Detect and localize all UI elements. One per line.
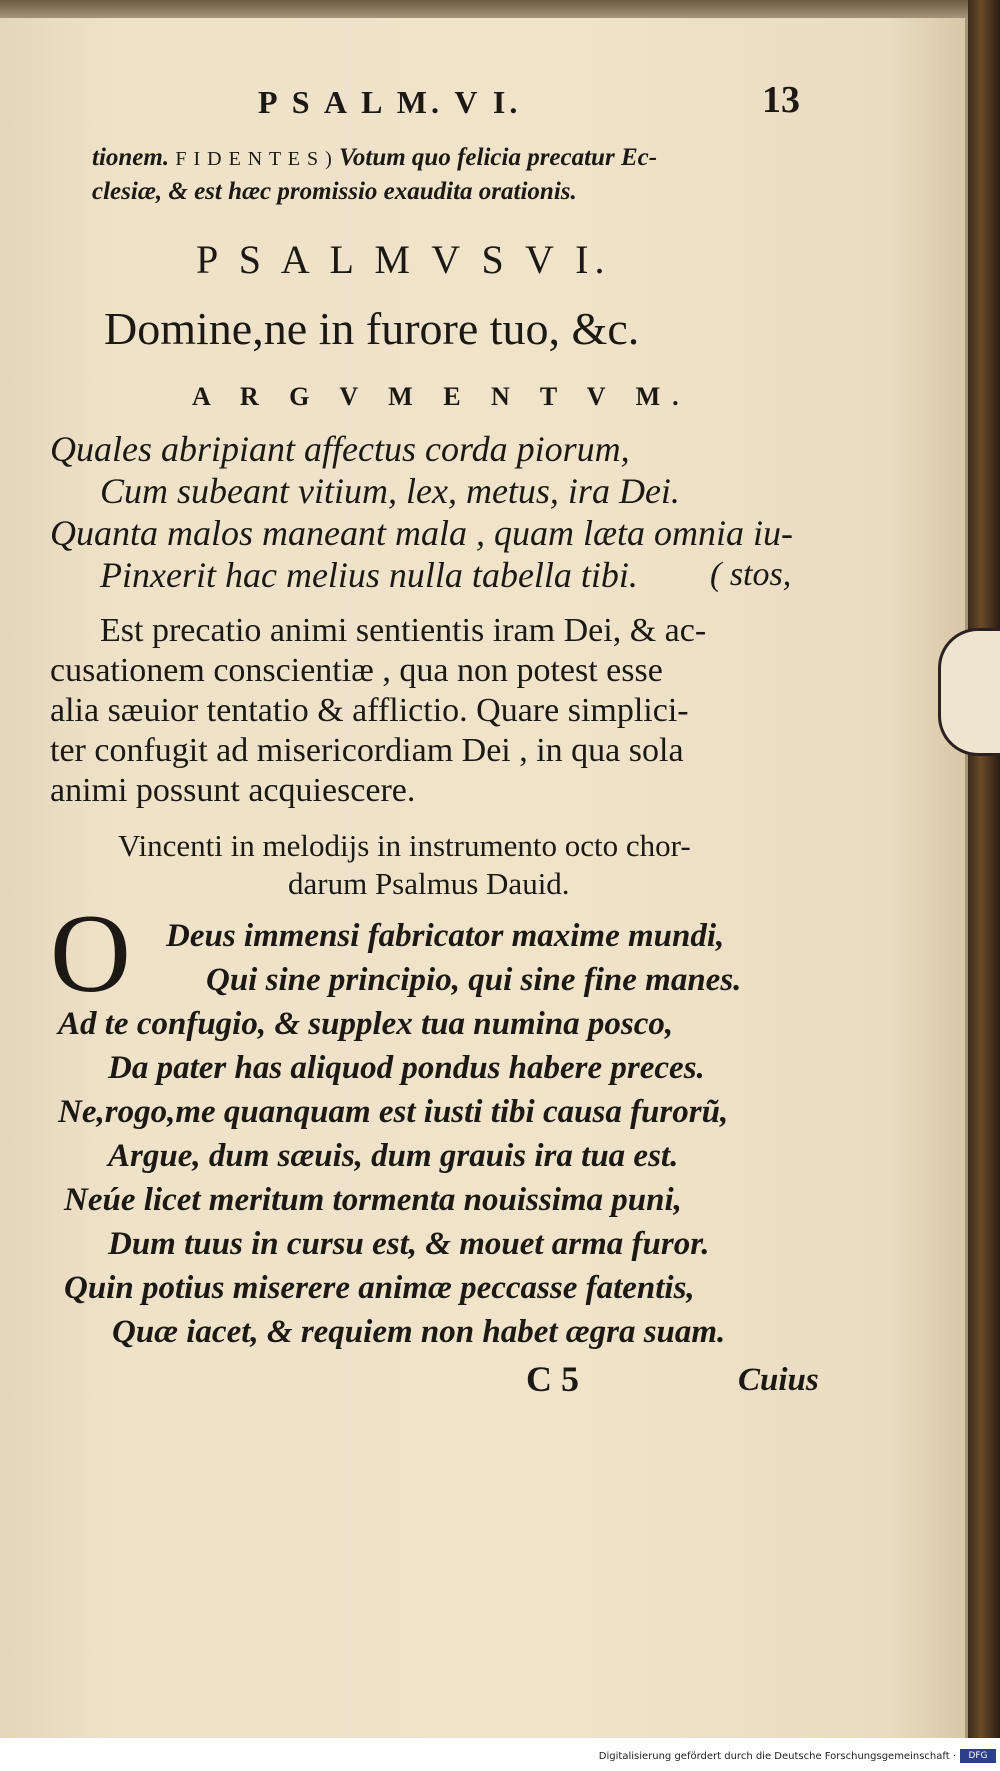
inscription-line-2: darum Psalmus Dauid. <box>288 866 570 901</box>
argument-verse-1: Quales abripiant affectus corda piorum, <box>50 429 630 469</box>
prose-line-4: ter confugit ad misericordiam Dei , in qua sola <box>50 732 684 769</box>
argument-verse-2: Cum subeant vitium, lex, metus, ira Dei. <box>100 471 680 511</box>
top-note-word: F I D E N T E S ) <box>175 148 333 170</box>
prose-line-3: alia sæuior tentatio & afflictio. Quare simplici- <box>50 692 689 729</box>
poem-line-1: Deus immensi fabricator maxime mundi, <box>166 918 725 954</box>
dfg-logo: DFG <box>960 1749 996 1763</box>
poem-line-3: Ad te confugio, & supplex tua numina posco, <box>58 1006 674 1042</box>
poem-line-6: Argue, dum sæuis, dum grauis ira tua est. <box>108 1138 679 1174</box>
page-tab <box>938 628 1000 756</box>
poem-line-5: Ne,rogo,me quanquam est iusti tibi causa furorũ, <box>58 1094 729 1130</box>
prose-line-1: Est precatio animi sentientis iram Dei, & ac- <box>100 612 707 649</box>
poem-line-7: Neúe licet meritum tormenta nouissima puni, <box>64 1182 682 1218</box>
top-note-line-2: clesiæ, & est hæc promissio exaudita orationis. <box>92 178 577 205</box>
page-number: 13 <box>762 79 800 121</box>
argument-verse-4-turnover: ( stos, <box>710 556 792 593</box>
book-page <box>0 18 968 1738</box>
book-binding <box>968 0 1000 1771</box>
argument-verse-4: Pinxerit hac melius nulla tabella tibi. <box>100 555 638 595</box>
top-note-italic: Votum quo felicia precatur Ec- <box>338 144 658 171</box>
prose-line-5: animi possunt acquiescere. <box>50 772 416 809</box>
footer-bar <box>0 1738 1000 1771</box>
psalm-heading: P S A L M V S V I. <box>196 237 611 282</box>
poem-line-8: Dum tuus in cursu est, & mouet arma furor. <box>108 1226 710 1262</box>
top-note-line-1 <box>92 144 657 172</box>
poem-line-2: Qui sine principio, qui sine fine manes. <box>206 962 742 998</box>
incipit: Domine,ne in furore tuo, &c. <box>104 303 640 354</box>
funding-credit: Digitalisierung gefördert durch die Deutsche Forschungsgemeinschaft · <box>598 1751 956 1762</box>
drop-cap: O <box>50 892 131 1016</box>
poem-line-10: Quæ iacet, & requiem non habet ægra suam. <box>112 1314 726 1350</box>
top-note-prefix: tionem. <box>92 144 170 171</box>
poem-line-4: Da pater has aliquod pondus habere preces. <box>108 1050 705 1086</box>
argument-verse-3: Quanta malos maneant mala , quam læta omnia iu- <box>50 513 793 553</box>
running-title: P S A L M. V I. <box>258 84 522 120</box>
signature-mark: C 5 <box>526 1359 579 1399</box>
argument-heading: A R G V M E N T V M. <box>192 382 691 411</box>
prose-line-2: cusationem conscientiæ , qua non potest esse <box>50 652 663 689</box>
catchword: Cuius <box>738 1362 819 1398</box>
poem-line-9: Quin potius miserere animæ peccasse fatentis, <box>64 1270 695 1306</box>
inscription-line-1: Vincenti in melodijs in instrumento octo chor- <box>118 828 691 863</box>
